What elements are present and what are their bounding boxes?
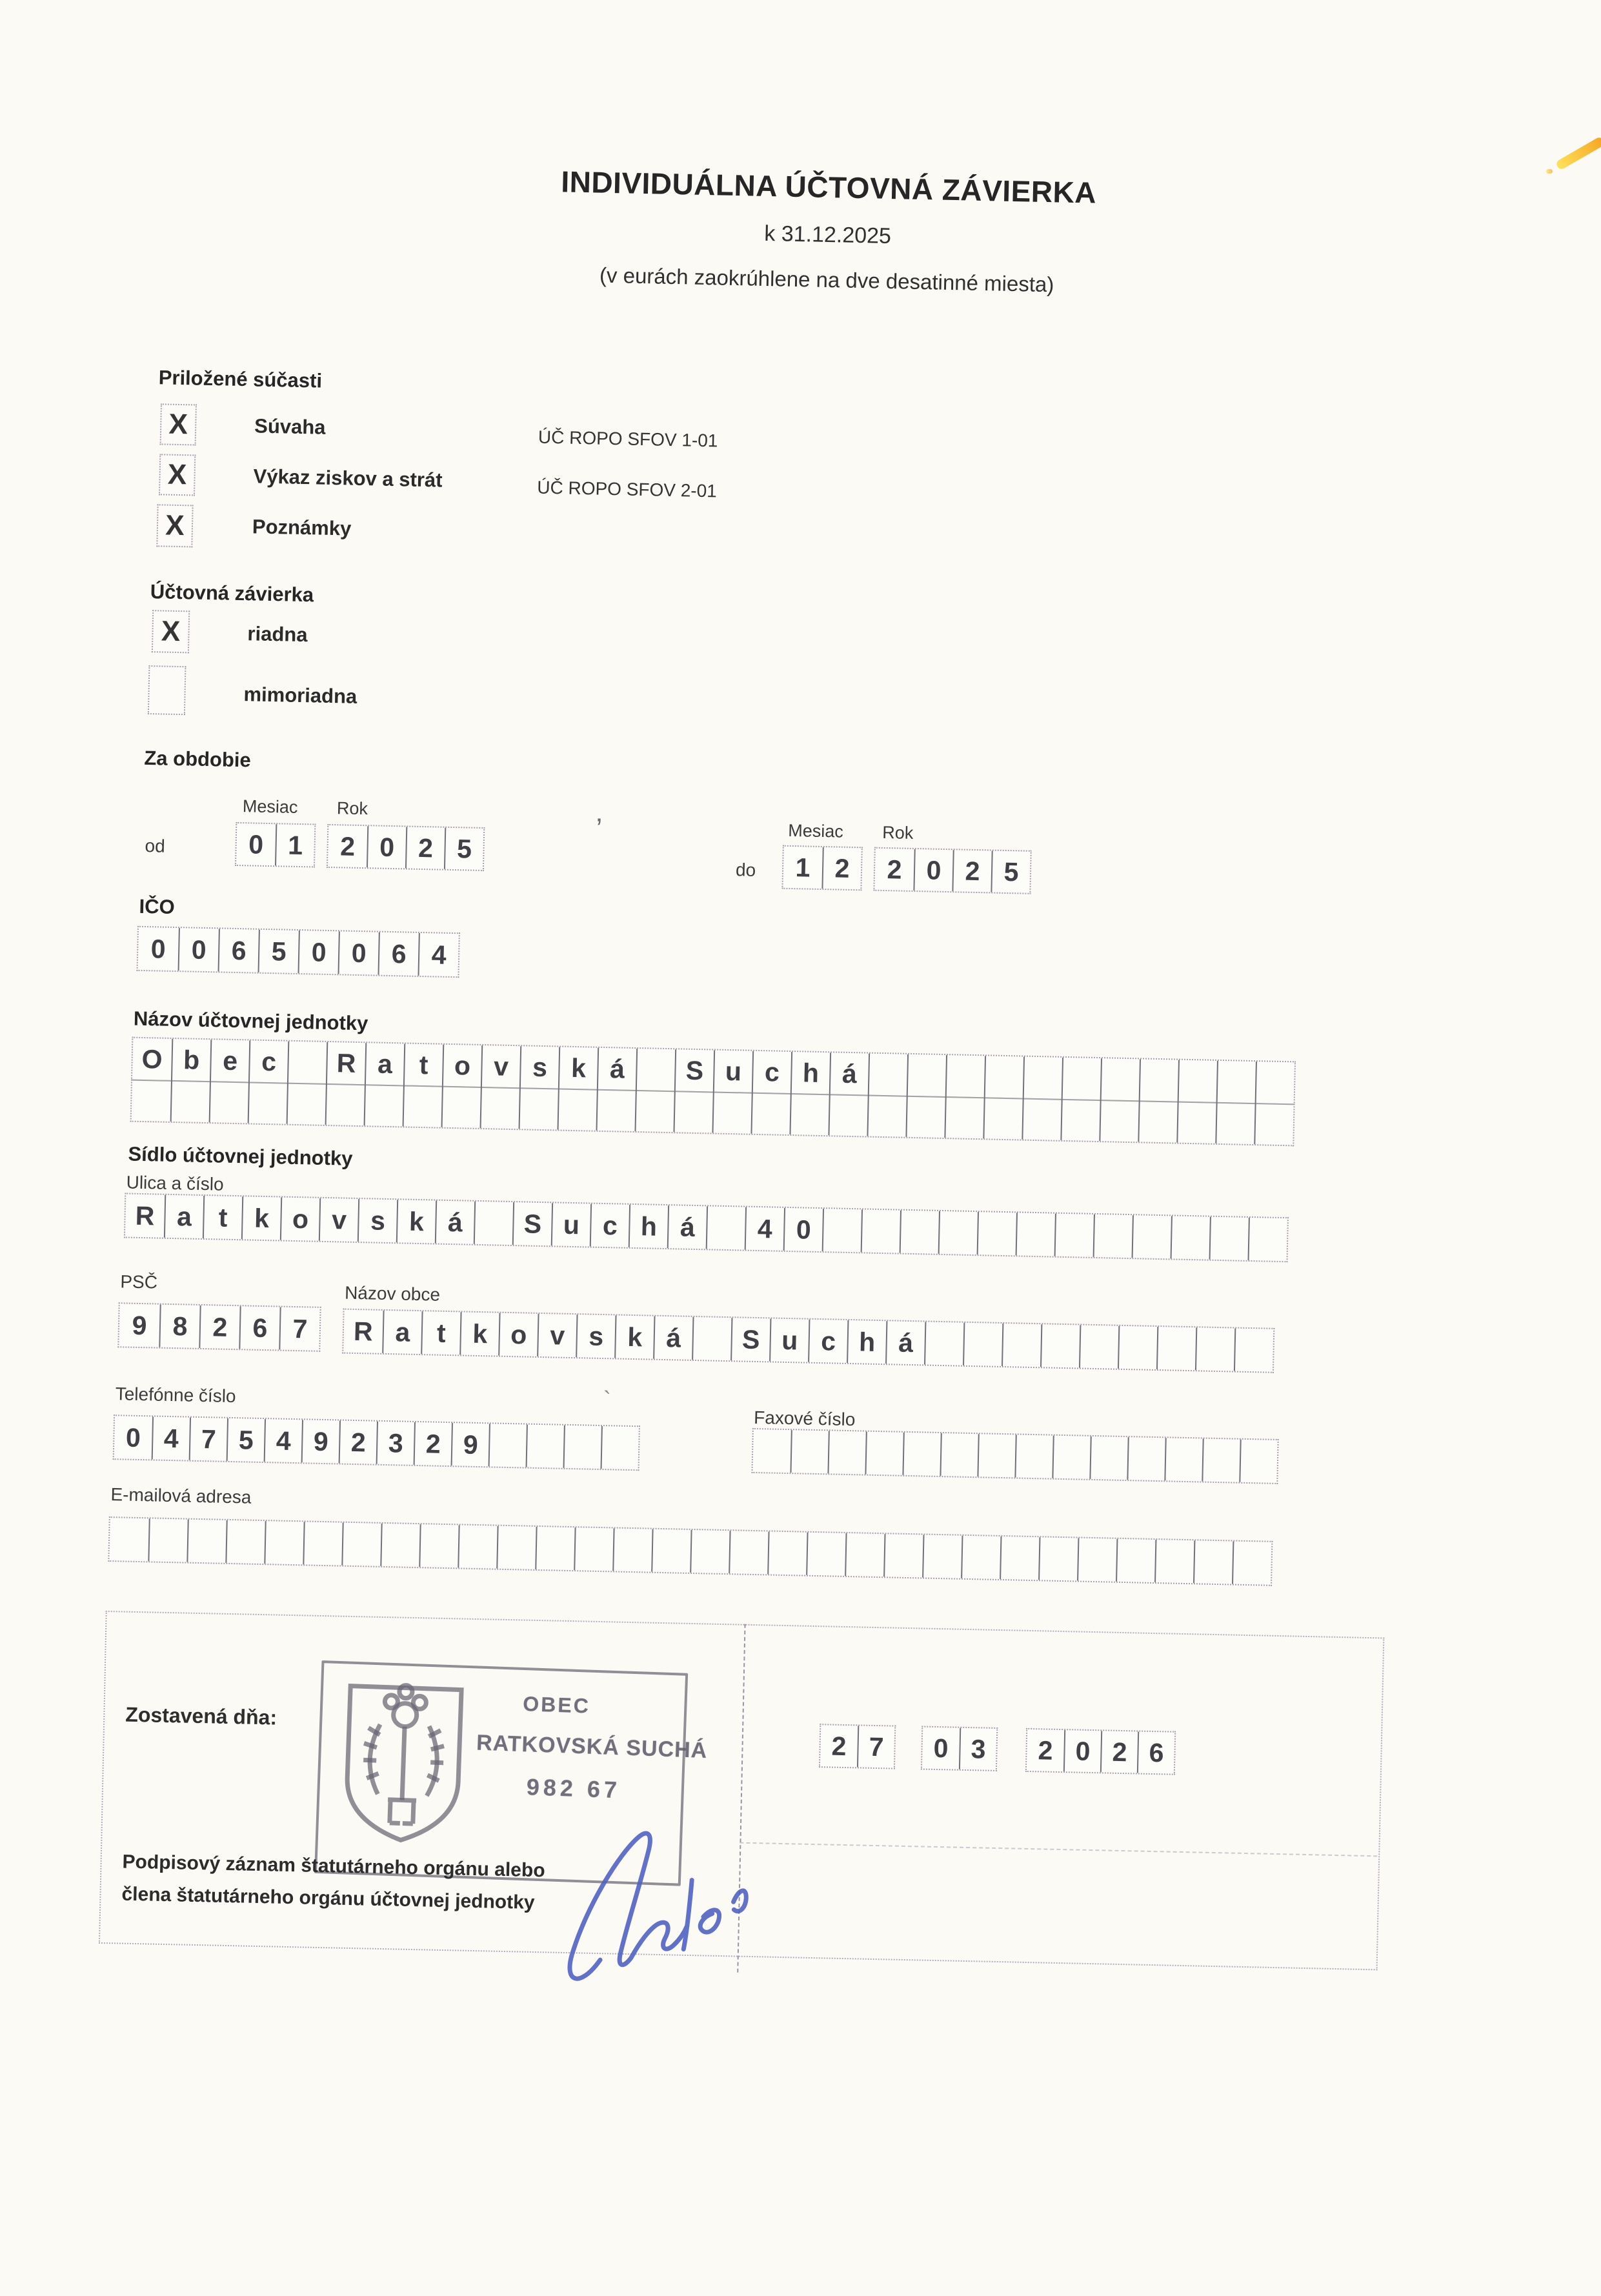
- grid-cell: 2: [199, 1305, 239, 1349]
- grid-cell: a: [164, 1195, 203, 1238]
- closing-type-heading: Účtovná závierka: [150, 580, 314, 607]
- grid-cell: [1164, 1438, 1202, 1481]
- grid-cell: 9: [451, 1423, 489, 1466]
- grid-cell: [264, 1521, 303, 1564]
- grid-cell: [1234, 1329, 1273, 1372]
- grid-cell: [1254, 1103, 1293, 1145]
- grid-cell: 2: [821, 847, 861, 889]
- grid-cell: [488, 1424, 527, 1467]
- grid-cell: k: [614, 1315, 654, 1358]
- grid-cell: [868, 1054, 907, 1096]
- grid-cell: [828, 1094, 867, 1136]
- grid-cell: [977, 1434, 1015, 1477]
- grid-cell: [1052, 1436, 1090, 1479]
- period-from-month-grid: [235, 822, 316, 868]
- grid-cell: [1062, 1058, 1101, 1100]
- grid-cell: [1093, 1214, 1133, 1258]
- grid-cell: [1209, 1217, 1249, 1260]
- grid-cell: [558, 1088, 597, 1130]
- grid-cell: O: [141, 1043, 163, 1074]
- grid-cell: u: [713, 1051, 752, 1093]
- grid-cell: a: [382, 1311, 421, 1354]
- grid-cell: [1202, 1439, 1240, 1482]
- grid-cell: [1023, 1057, 1062, 1099]
- period-from-year-label: Rok: [336, 798, 368, 819]
- grid-cell: [907, 1054, 946, 1096]
- grid-cell: s: [519, 1046, 559, 1088]
- grid-cell: 4: [264, 1419, 302, 1462]
- grid-cell: 2: [339, 831, 356, 861]
- scan-speck: ’: [595, 812, 603, 845]
- grid-cell: 0: [338, 931, 379, 974]
- grid-cell: 5: [991, 851, 1030, 892]
- grid-cell: [1255, 1062, 1294, 1103]
- grid-cell: [341, 1523, 381, 1566]
- grid-cell: v: [537, 1314, 576, 1357]
- grid-cell: h: [790, 1052, 830, 1094]
- city-grid: [342, 1309, 1274, 1373]
- attachment-label-vykaz: Výkaz ziskov a strát: [253, 465, 443, 492]
- grid-cell: á: [435, 1201, 474, 1244]
- grid-cell: [1099, 1100, 1138, 1142]
- grid-cell: [924, 1322, 963, 1365]
- phone-label: Telefónne číslo: [115, 1384, 236, 1407]
- fax-grid: [751, 1428, 1278, 1484]
- grid-cell: 0: [367, 826, 406, 868]
- period-from-label: od: [145, 835, 166, 856]
- scan-speck: `: [603, 1386, 612, 1413]
- grid-cell: [945, 1055, 985, 1097]
- grid-cell: [1118, 1326, 1157, 1369]
- period-to-label: do: [735, 860, 756, 880]
- grid-cell: 1: [795, 852, 811, 883]
- street-label: Ulica a číslo: [126, 1172, 224, 1194]
- grid-cell: [706, 1206, 745, 1249]
- checkbox-poznamky: X: [156, 504, 193, 547]
- grid-cell: 4: [745, 1207, 784, 1251]
- grid-cell: h: [847, 1320, 886, 1364]
- compiled-year-grid: [1025, 1728, 1176, 1775]
- stamp-coat-of-arms-icon: [337, 1679, 469, 1853]
- grid-cell: k: [558, 1047, 598, 1089]
- grid-cell: [977, 1212, 1016, 1255]
- grid-cell: [287, 1083, 326, 1125]
- street-grid: [124, 1193, 1289, 1262]
- attachments-heading: Priložené súčasti: [158, 366, 323, 392]
- grid-cell: [1038, 1537, 1078, 1580]
- grid-cell: [767, 1531, 807, 1575]
- grid-cell: [692, 1317, 731, 1360]
- grid-cell: [1079, 1325, 1118, 1368]
- grid-cell: [1154, 1540, 1194, 1583]
- grid-cell: 2: [405, 827, 445, 869]
- grid-cell: á: [653, 1316, 692, 1360]
- grid-cell: [474, 1202, 513, 1245]
- grid-cell: 0: [150, 933, 166, 964]
- grid-cell: 9: [301, 1420, 339, 1463]
- grid-cell: [441, 1086, 481, 1128]
- grid-cell: 7: [857, 1726, 894, 1767]
- grid-cell: [403, 1085, 442, 1127]
- grid-cell: S: [512, 1202, 552, 1245]
- grid-cell: [364, 1084, 403, 1126]
- grid-cell: [790, 1430, 828, 1473]
- grid-cell: [109, 1518, 148, 1561]
- grid-cell: [1127, 1437, 1165, 1480]
- grid-cell: [526, 1425, 564, 1468]
- period-from-year-grid: [327, 824, 485, 871]
- grid-cell: 2: [1100, 1731, 1138, 1773]
- grid-cell: 0: [913, 849, 952, 891]
- grid-cell: t: [203, 1196, 242, 1239]
- stamp-line-3: 982 67: [526, 1773, 621, 1804]
- grid-cell: [1077, 1538, 1116, 1582]
- closing-label-riadna: riadna: [247, 622, 308, 647]
- grid-cell: 6: [1137, 1732, 1174, 1774]
- grid-cell: R: [326, 1042, 365, 1084]
- grid-cell: 2: [339, 1420, 377, 1464]
- grid-cell: 0: [783, 1208, 823, 1251]
- grid-cell: [861, 1209, 900, 1253]
- grid-cell: [806, 1533, 845, 1576]
- grid-cell: s: [576, 1314, 615, 1358]
- grid-cell: 0: [933, 1733, 949, 1763]
- grid-cell: [1239, 1440, 1277, 1483]
- ico-grid: [137, 926, 460, 978]
- grid-cell: [827, 1431, 865, 1474]
- grid-cell: c: [590, 1204, 629, 1247]
- grid-cell: [752, 1429, 790, 1473]
- grid-cell: [984, 1056, 1023, 1098]
- city-label: Názov obce: [344, 1282, 441, 1305]
- attachment-code-2: ÚČ ROPO SFOV 2-01: [537, 477, 718, 501]
- grid-cell: c: [808, 1320, 847, 1363]
- grid-cell: 2: [1038, 1735, 1053, 1766]
- grid-cell: [1089, 1436, 1127, 1480]
- checkbox-vykaz: X: [159, 454, 196, 496]
- grid-cell: [574, 1527, 613, 1571]
- phone-grid: [113, 1415, 640, 1471]
- grid-cell: 5: [258, 930, 299, 973]
- grid-cell: e: [210, 1040, 249, 1082]
- entity-name-label: Názov účtovnej jednotky: [133, 1007, 368, 1035]
- ico-label: IČO: [139, 894, 176, 918]
- grid-cell: [1100, 1058, 1140, 1100]
- grid-cell: [712, 1092, 751, 1134]
- psc-label: PSČ: [120, 1271, 158, 1293]
- grid-cell: b: [171, 1039, 210, 1081]
- grid-cell: 5: [444, 828, 483, 870]
- grid-cell: k: [459, 1312, 499, 1355]
- grid-cell: u: [551, 1203, 590, 1246]
- grid-cell: [186, 1520, 226, 1563]
- grid-cell: 8: [159, 1305, 199, 1348]
- grid-cell: [1139, 1059, 1178, 1101]
- grid-cell: 5: [227, 1418, 265, 1462]
- grid-cell: [750, 1093, 790, 1134]
- grid-cell: [458, 1525, 497, 1568]
- grid-cell: [1116, 1539, 1155, 1582]
- grid-cell: [303, 1522, 342, 1565]
- grid-cell: o: [280, 1198, 319, 1241]
- grid-cell: [596, 1089, 636, 1131]
- page-title: INDIVIDUÁLNA ÚČTOVNÁ ZÁVIERKA: [560, 165, 1097, 210]
- grid-cell: [209, 1081, 248, 1123]
- grid-cell: [1216, 1061, 1256, 1103]
- grid-cell: [1054, 1214, 1094, 1257]
- grid-cell: á: [829, 1052, 869, 1094]
- stamp-line-1: OBEC: [522, 1691, 591, 1718]
- grid-cell: 0: [1063, 1730, 1101, 1772]
- grid-cell: [729, 1531, 768, 1574]
- signature-scribble: [514, 1800, 816, 2006]
- grid-cell: [902, 1433, 940, 1476]
- grid-cell: [1195, 1327, 1234, 1371]
- grid-cell: [1002, 1324, 1041, 1367]
- grid-cell: [922, 1535, 962, 1578]
- compiled-date-label: Zostavená dňa:: [125, 1702, 277, 1729]
- grid-cell: [563, 1425, 601, 1469]
- grid-cell: [690, 1530, 729, 1573]
- grid-cell: R: [353, 1316, 374, 1347]
- grid-cell: [1040, 1324, 1080, 1367]
- grid-cell: [1193, 1540, 1233, 1584]
- period-heading: Za obdobie: [144, 746, 252, 772]
- grid-cell: á: [597, 1048, 636, 1090]
- grid-cell: 1: [275, 824, 314, 866]
- grid-cell: [287, 1042, 327, 1083]
- grid-cell: [1138, 1100, 1177, 1142]
- grid-cell: 7: [279, 1307, 319, 1351]
- grid-cell: [1232, 1542, 1271, 1585]
- grid-cell: [1060, 1099, 1100, 1141]
- grid-cell: h: [629, 1205, 668, 1248]
- closing-label-mimoriadna: mimoriadna: [243, 683, 357, 708]
- checkbox-mimoriadna: [148, 665, 186, 715]
- grid-cell: á: [667, 1205, 707, 1249]
- grid-cell: [480, 1087, 519, 1129]
- grid-cell: [938, 1211, 978, 1254]
- grid-cell: [845, 1533, 884, 1576]
- attachment-code-1: ÚČ ROPO SFOV 1-01: [538, 427, 718, 451]
- grid-cell: [1171, 1216, 1210, 1259]
- grid-cell: [1178, 1060, 1217, 1102]
- grid-cell: [148, 1518, 187, 1562]
- grid-cell: [789, 1093, 829, 1135]
- grid-cell: t: [421, 1311, 460, 1354]
- grid-cell: [867, 1095, 906, 1137]
- grid-cell: [419, 1524, 458, 1567]
- signature-note-line1: Podpisový záznam štatutárneho orgánu alebo: [122, 1851, 545, 1882]
- grid-cell: [1022, 1098, 1061, 1140]
- grid-cell: t: [403, 1043, 443, 1085]
- grid-cell: [940, 1433, 978, 1476]
- grid-cell: 2: [831, 1731, 847, 1761]
- grid-cell: [519, 1087, 558, 1129]
- grid-cell: [325, 1083, 365, 1125]
- grid-cell: [612, 1528, 652, 1571]
- grid-cell: [496, 1526, 536, 1569]
- grid-cell: [601, 1426, 639, 1469]
- grid-cell: [963, 1323, 1002, 1366]
- grid-cell: 9: [132, 1310, 147, 1340]
- grid-cell: [1000, 1536, 1039, 1580]
- grid-cell: [225, 1520, 265, 1564]
- seat-heading: Sídlo účtovnej jednotky: [128, 1142, 353, 1170]
- grid-cell: 0: [298, 931, 339, 974]
- grid-cell: S: [674, 1049, 714, 1091]
- attachment-label-poznamky: Poznámky: [252, 515, 352, 540]
- grid-cell: s: [357, 1199, 397, 1242]
- grid-cell: S: [730, 1318, 770, 1361]
- grid-cell: 2: [952, 850, 991, 892]
- grid-cell: [635, 1090, 674, 1132]
- grid-cell: [380, 1524, 419, 1567]
- compiled-month-grid: [921, 1726, 998, 1771]
- grid-cell: u: [769, 1318, 809, 1362]
- grid-cell: [1176, 1102, 1216, 1143]
- grid-cell: [900, 1211, 939, 1254]
- grid-cell: c: [752, 1051, 791, 1093]
- grid-cell: [865, 1432, 903, 1475]
- email-label: E-mailová adresa: [110, 1484, 252, 1507]
- grid-cell: [651, 1529, 690, 1573]
- email-grid: [108, 1516, 1273, 1586]
- period-to-month-grid: [781, 845, 862, 891]
- grid-cell: v: [319, 1198, 358, 1242]
- grid-cell: [1016, 1213, 1055, 1256]
- grid-cell: o: [498, 1313, 538, 1356]
- grid-cell: [1132, 1215, 1171, 1258]
- page-subtitle-date: k 31.12.2025: [763, 221, 892, 248]
- grid-cell: 3: [959, 1728, 996, 1770]
- period-from-month-label: Mesiac: [242, 796, 298, 817]
- grid-cell: [535, 1527, 574, 1570]
- grid-cell: [673, 1091, 712, 1133]
- grid-cell: [132, 1080, 171, 1122]
- checkbox-riadna: X: [152, 610, 190, 653]
- fax-label: Faxové číslo: [753, 1407, 856, 1430]
- grid-cell: [1014, 1435, 1052, 1478]
- yellow-pen-speck: [1546, 169, 1553, 174]
- grid-cell: 0: [125, 1422, 141, 1453]
- grid-cell: 2: [414, 1422, 452, 1465]
- grid-cell: [961, 1536, 1000, 1579]
- checkbox-suvaha: X: [160, 403, 197, 445]
- grid-cell: R: [135, 1200, 155, 1231]
- grid-cell: [170, 1080, 210, 1122]
- attachment-label-suvaha: Súvaha: [254, 414, 326, 439]
- grid-cell: 6: [239, 1306, 279, 1349]
- grid-cell: 0: [178, 928, 219, 971]
- grid-cell: [1215, 1102, 1254, 1144]
- grid-cell: 6: [218, 929, 259, 972]
- grid-cell: v: [481, 1045, 520, 1087]
- period-to-month-label: Mesiac: [788, 820, 844, 841]
- signature-note-line2: člena štatutárneho orgánu účtovnej jednotky: [121, 1883, 535, 1913]
- grid-cell: [905, 1096, 945, 1138]
- grid-cell: [883, 1534, 923, 1577]
- grid-cell: k: [396, 1200, 436, 1243]
- grid-cell: 7: [189, 1418, 227, 1461]
- grid-cell: k: [241, 1196, 281, 1240]
- compiled-day-grid: [819, 1724, 896, 1769]
- grid-cell: 6: [378, 932, 418, 976]
- grid-cell: á: [885, 1321, 925, 1364]
- grid-cell: [636, 1049, 675, 1091]
- period-to-year-label: Rok: [881, 822, 914, 843]
- grid-cell: o: [442, 1045, 481, 1087]
- grid-cell: [1248, 1218, 1287, 1261]
- grid-cell: a: [365, 1043, 404, 1085]
- grid-cell: 4: [418, 933, 458, 976]
- grid-cell: 3: [376, 1422, 414, 1465]
- grid-cell: 2: [887, 854, 902, 885]
- grid-cell: [822, 1209, 861, 1252]
- grid-cell: [248, 1082, 287, 1123]
- grid-cell: [983, 1097, 1022, 1139]
- page-rounding-note: (v eurách zaokrúhlene na dve desatinné miesta): [599, 263, 1054, 297]
- grid-cell: 4: [152, 1416, 190, 1460]
- grid-cell: [944, 1096, 983, 1138]
- period-to-year-grid: [873, 847, 1031, 894]
- grid-cell: [1156, 1327, 1196, 1370]
- grid-cell: 0: [248, 829, 264, 860]
- stamp-line-2: RATKOVSKÁ SUCHÁ: [476, 1730, 708, 1763]
- grid-cell: c: [248, 1040, 288, 1082]
- psc-grid: [117, 1302, 321, 1352]
